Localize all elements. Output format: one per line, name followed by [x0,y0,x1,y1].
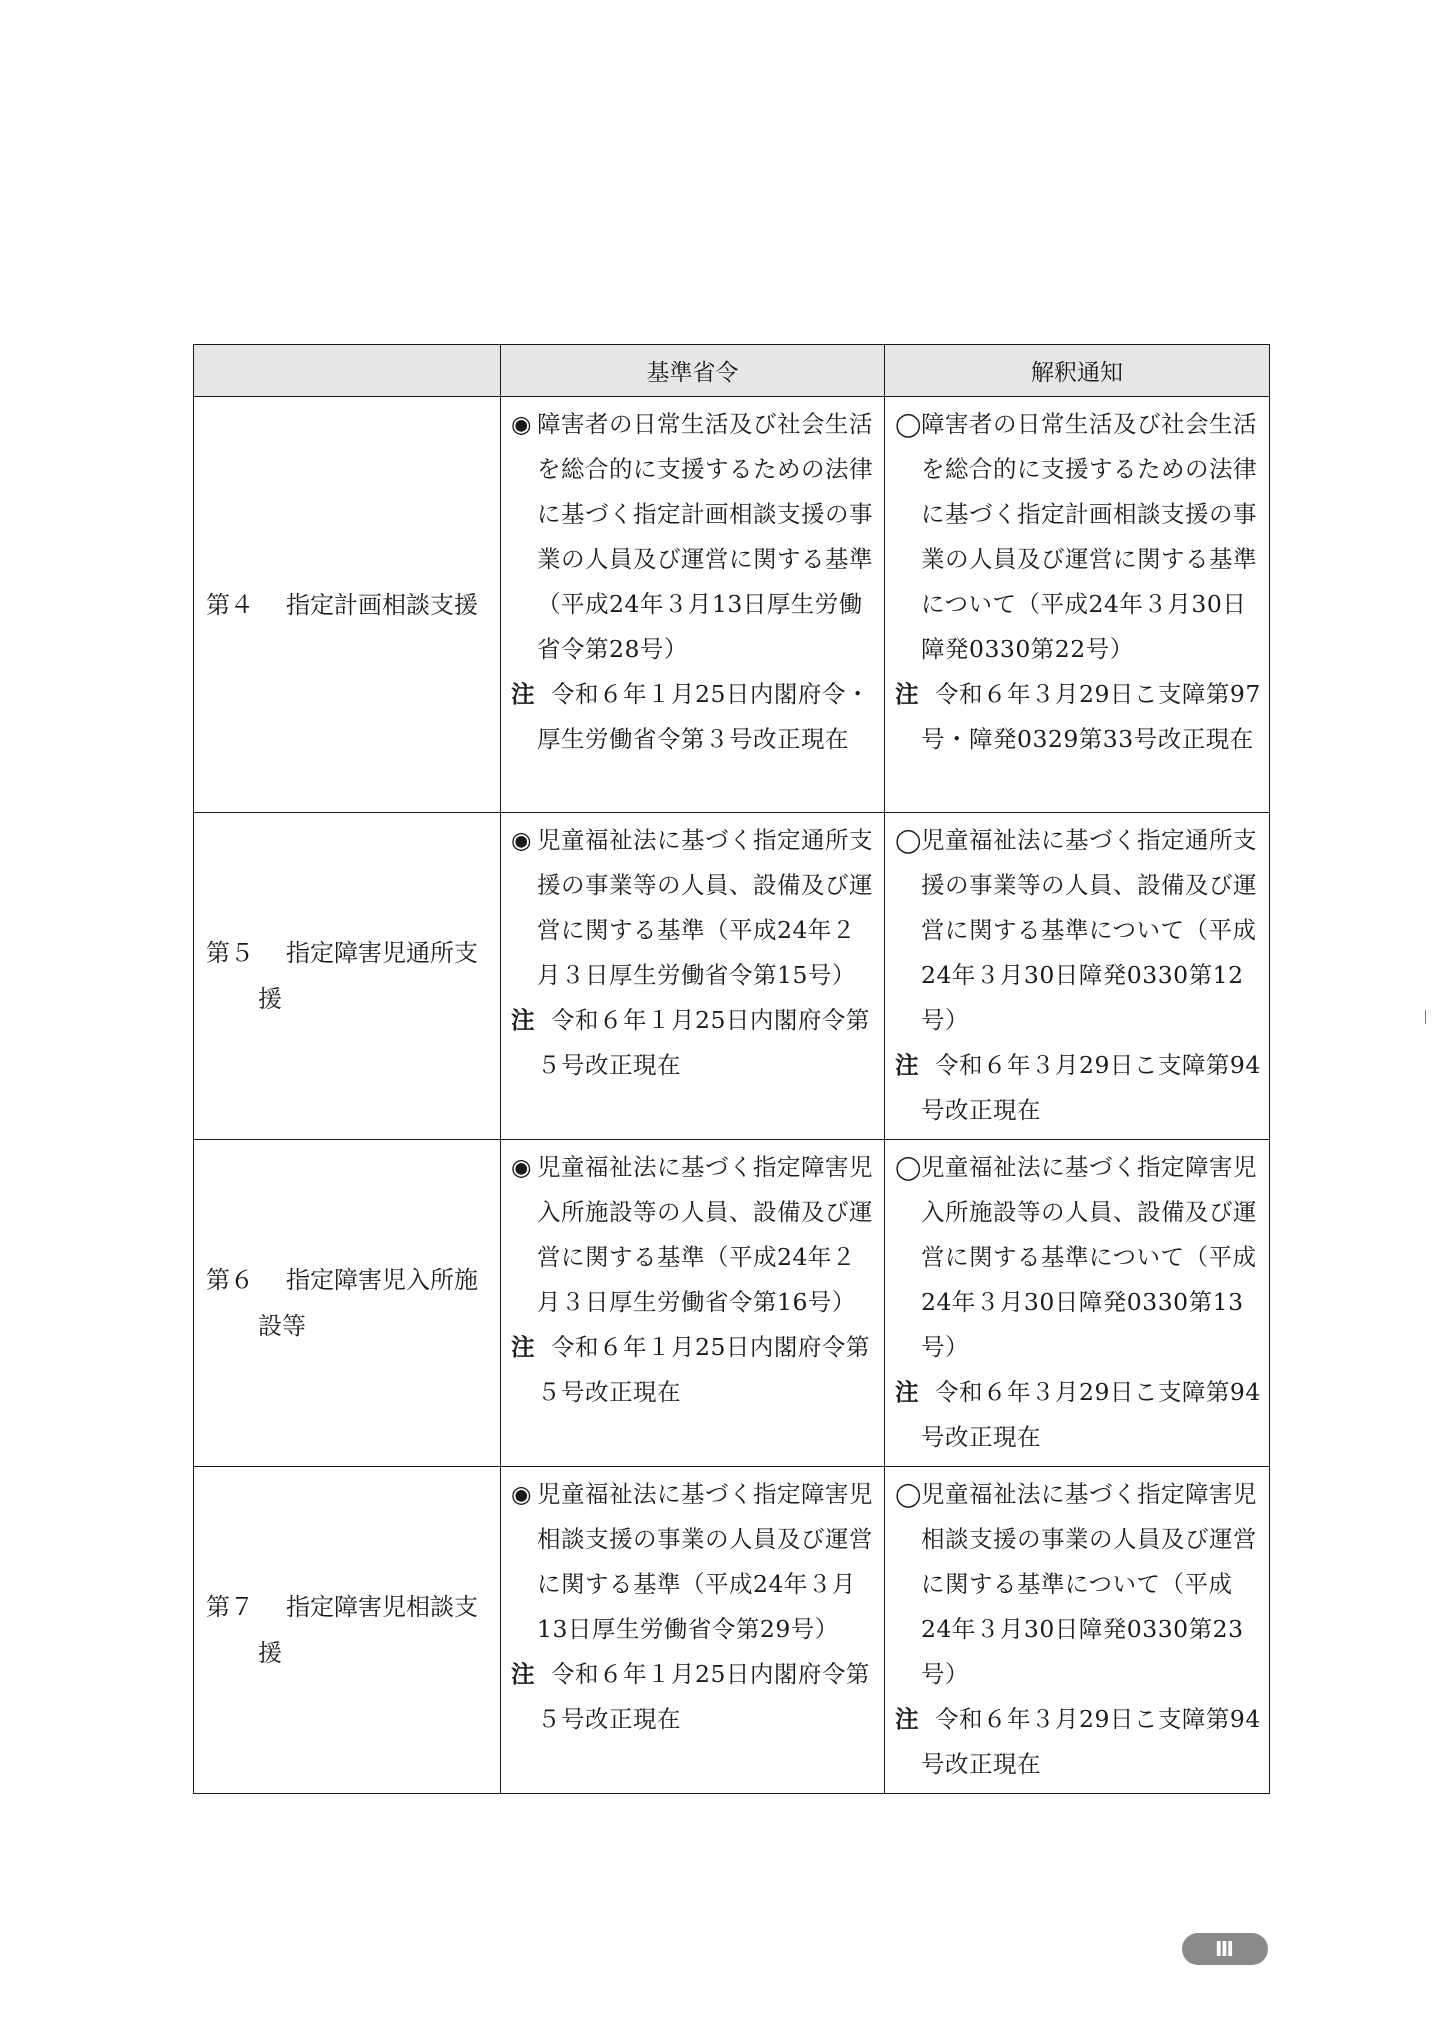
ordinance-text: 障害者の日常生活及び社会生活を総合的に支援するための法律に基づく指定計画相談支援の事業の人員及び運営に関する基準（平成24年３月13日厚生労働省令第28号） [537,410,873,663]
ordinance-cell [501,1140,885,1467]
notice-cell [885,1140,1270,1467]
note-label: 注 [895,1705,919,1733]
ordinance-cell [501,1467,885,1794]
notice-text: 児童福祉法に基づく指定通所支援の事業等の人員、設備及び運営に関する基準について（平成24年３月30日障発0330第12号） [921,826,1257,1034]
note-label: 注 [895,1051,919,1079]
section-cell [194,813,501,1140]
ordinance-note: 令和６年１月25日内閣府令第５号改正現在 [537,1006,870,1079]
ordinance-text: 児童福祉法に基づく指定通所支援の事業等の人員、設備及び運営に関する基準（平成24年２月３日厚生労働省令第15号） [537,826,873,989]
ordinance-cell [501,397,885,813]
ordinance-cell [501,813,885,1140]
section-cell [194,1140,501,1467]
table-row [194,397,1270,813]
notice-text: 障害者の日常生活及び社会生活を総合的に支援するための法律に基づく指定計画相談支援の事業の人員及び運営に関する基準について（平成24年３月30日障発0330第22号） [921,410,1257,663]
note-label: 注 [511,1006,535,1034]
bullet-filled-icon: ◉ [511,1153,533,1181]
section-title-cont: 設等 [258,1312,306,1340]
ordinance-note: 令和６年１月25日内閣府令第５号改正現在 [537,1333,870,1406]
notice-text: 児童福祉法に基づく指定障害児入所施設等の人員、設備及び運営に関する基準について（平成24年３月30日障発0330第13号） [921,1153,1257,1361]
notice-cell [885,397,1270,813]
section-cell [194,397,501,813]
header-section [194,345,501,397]
note-label: 注 [511,1660,535,1688]
section-title-cont: 援 [258,1639,282,1667]
bullet-filled-icon: ◉ [511,826,533,854]
section-title: 指定障害児相談支 [286,1593,478,1621]
ordinance-note: 令和６年１月25日内閣府令第５号改正現在 [537,1660,870,1733]
table-row [194,1467,1270,1794]
ordinance-text: 児童福祉法に基づく指定障害児相談支援の事業の人員及び運営に関する基準（平成24年３月13日厚生労働省令第29号） [537,1480,873,1643]
note-label: 注 [895,1378,919,1406]
section-title-cont: 援 [258,985,282,1013]
note-label: 注 [511,680,535,708]
note-label: 注 [895,680,919,708]
notice-cell [885,813,1270,1140]
notice-note: 令和６年３月29日こ支障第94号改正現在 [921,1705,1261,1778]
margin-tick [1425,1010,1426,1024]
ordinance-text: 児童福祉法に基づく指定障害児入所施設等の人員、設備及び運営に関する基準（平成24年２月３日厚生労働省令第16号） [537,1153,873,1316]
table-row [194,813,1270,1140]
section-title: 指定障害児通所支 [286,939,478,967]
section-title: 指定計画相談支援 [286,590,478,619]
bullet-filled-icon: ◉ [511,1480,533,1508]
header-ordinance: 基準省令 [501,345,885,397]
bullet-open-icon: ◯ [895,1480,922,1508]
header-notice: 解釈通知 [885,345,1270,397]
section-number: 第６ [206,1266,254,1294]
section-number: 第４ [206,590,254,619]
bullet-filled-icon: ◉ [511,410,533,438]
section-cell [194,1467,501,1794]
notice-note: 令和６年３月29日こ支障第97号・障発0329第33号改正現在 [921,680,1261,753]
section-title: 指定障害児入所施 [286,1266,478,1294]
notice-cell [885,1467,1270,1794]
page-number-badge: Ⅲ [1182,1933,1268,1965]
section-number: 第７ [206,1593,254,1621]
regulation-table [193,344,1270,1794]
notice-note: 令和６年３月29日こ支障第94号改正現在 [921,1378,1261,1451]
table-header-row [194,345,1270,397]
ordinance-note: 令和６年１月25日内閣府令・厚生労働省令第３号改正現在 [537,680,870,753]
bullet-open-icon: ◯ [895,410,922,438]
table-row [194,1140,1270,1467]
notice-text: 児童福祉法に基づく指定障害児相談支援の事業の人員及び運営に関する基準について（平成24年３月30日障発0330第23号） [921,1480,1257,1688]
bullet-open-icon: ◯ [895,1153,922,1181]
notice-note: 令和６年３月29日こ支障第94号改正現在 [921,1051,1261,1124]
section-number: 第５ [206,939,254,967]
note-label: 注 [511,1333,535,1361]
bullet-open-icon: ◯ [895,826,922,854]
